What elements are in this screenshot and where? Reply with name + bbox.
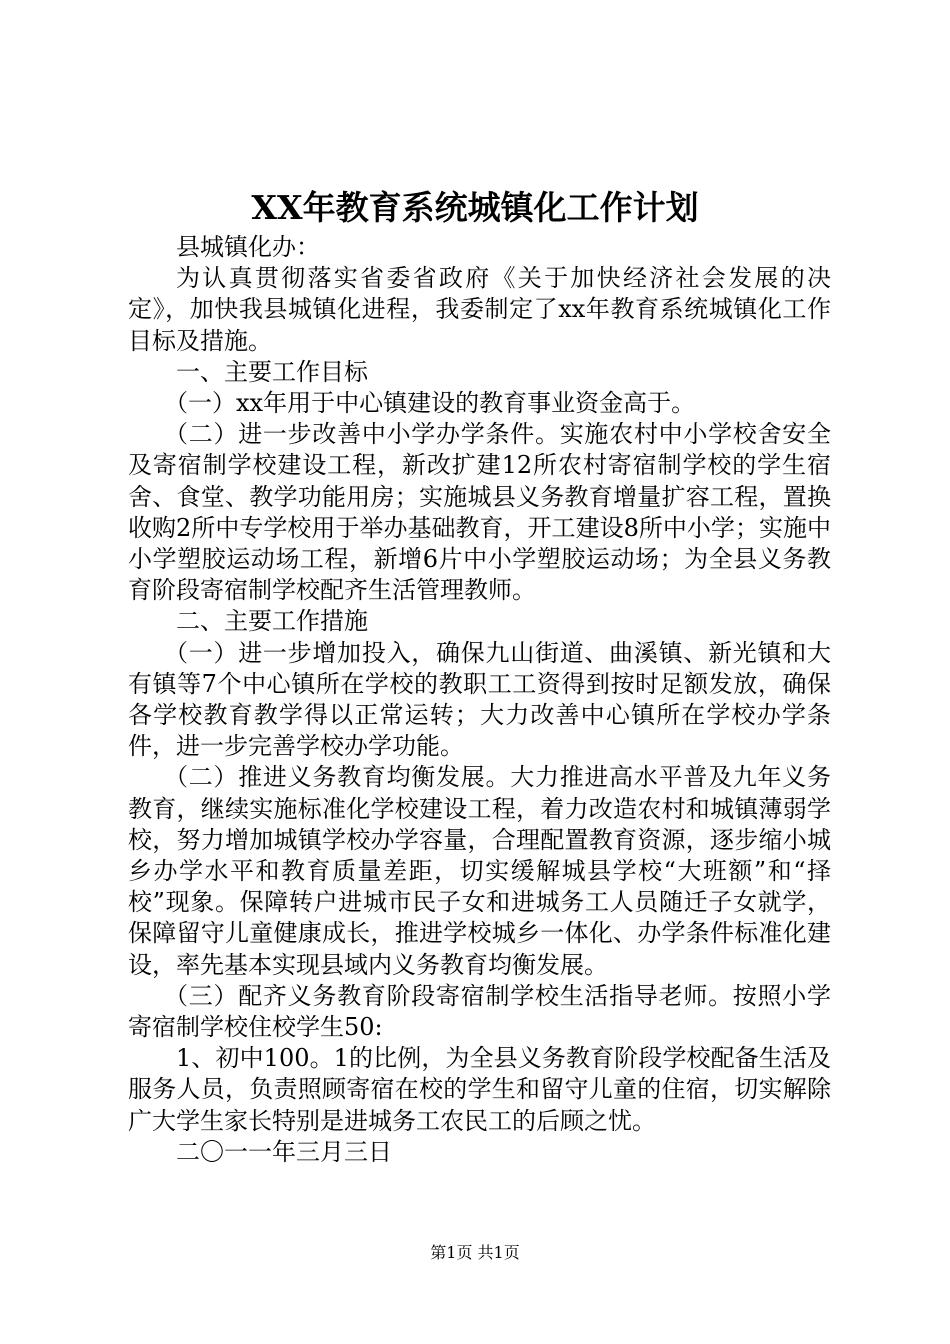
intro-paragraph: 为认真贯彻落实省委省政府《关于加快经济社会发展的决定》，加快我县城镇化进程，我委制定了xx年教育系统城镇化工作目标及措施。 — [128, 264, 831, 355]
goal-item-2: （二）进一步改善中小学办学条件。实施农村中小学校舍安全及寄宿制学校建设工程，新改扩建12所农村寄宿制学校的学生宿舍、食堂、教学功能用房；实施城县义务教育增量扩容工程，置换收购2所中专学校用于举办基础教育，开工建设8所中小学；实施中小学塑胶运动场工程，新增6片中小学塑胶运动场；为全县义务教育阶段寄宿制学校配齐生活管理教师。 — [128, 420, 831, 605]
salutation: 县城镇化办： — [176, 233, 320, 261]
page-footer: 第1页 共1页 — [430, 1243, 520, 1262]
measure-item-3-continued: 1、初中100。1的比例，为全县义务教育阶段学校配备生活及服务人员，负责照顾寄宿在校的学生和留守儿童的住宿，切实解除广大学生家长特别是进城务工农民工的后顾之忧。 — [128, 1044, 831, 1135]
section-heading-goals: 一、主要工作目标 — [176, 357, 368, 386]
section-heading-measures: 二、主要工作措施 — [176, 607, 368, 636]
measure-item-1: （一）进一步增加投入，确保九山街道、曲溪镇、新光镇和大有镇等7个中心镇所在学校的教职工工资得到按时足额发放，确保各学校教育教学得以正常运转；大力改善中心镇所在学校办学条件，进一步完善学校办学功能。 — [128, 638, 831, 761]
measure-item-3: （三）配齐义务教育阶段寄宿制学校生活指导老师。按照小学寄宿制学校住校学生50: — [128, 981, 831, 1042]
measure-item-2: （二）推进义务教育均衡发展。大力推进高水平普及九年义务教育，继续实施标准化学校建设工程，着力改造农村和城镇薄弱学校，努力增加城镇学校办学容量，合理配置教育资源，逐步缩小城乡办学水平和教育质量差距，切实缓解城县学校“大班额”和“择校”现象。保障转户进城市民子女和进城务工人员随迁子女就学，保障留守儿童健康成长，推进学校城乡一体化、办学条件标准化建设，率先基本实现县域内义务教育均衡发展。 — [128, 763, 831, 979]
document-body — [128, 232, 831, 1168]
document-date: 二〇一一年三月三日 — [176, 1137, 392, 1166]
goal-item-1: （一）xx年用于中心镇建设的教育事业资金高于。 — [164, 389, 696, 418]
document-title: XX年教育系统城镇化工作计划 — [251, 188, 699, 227]
